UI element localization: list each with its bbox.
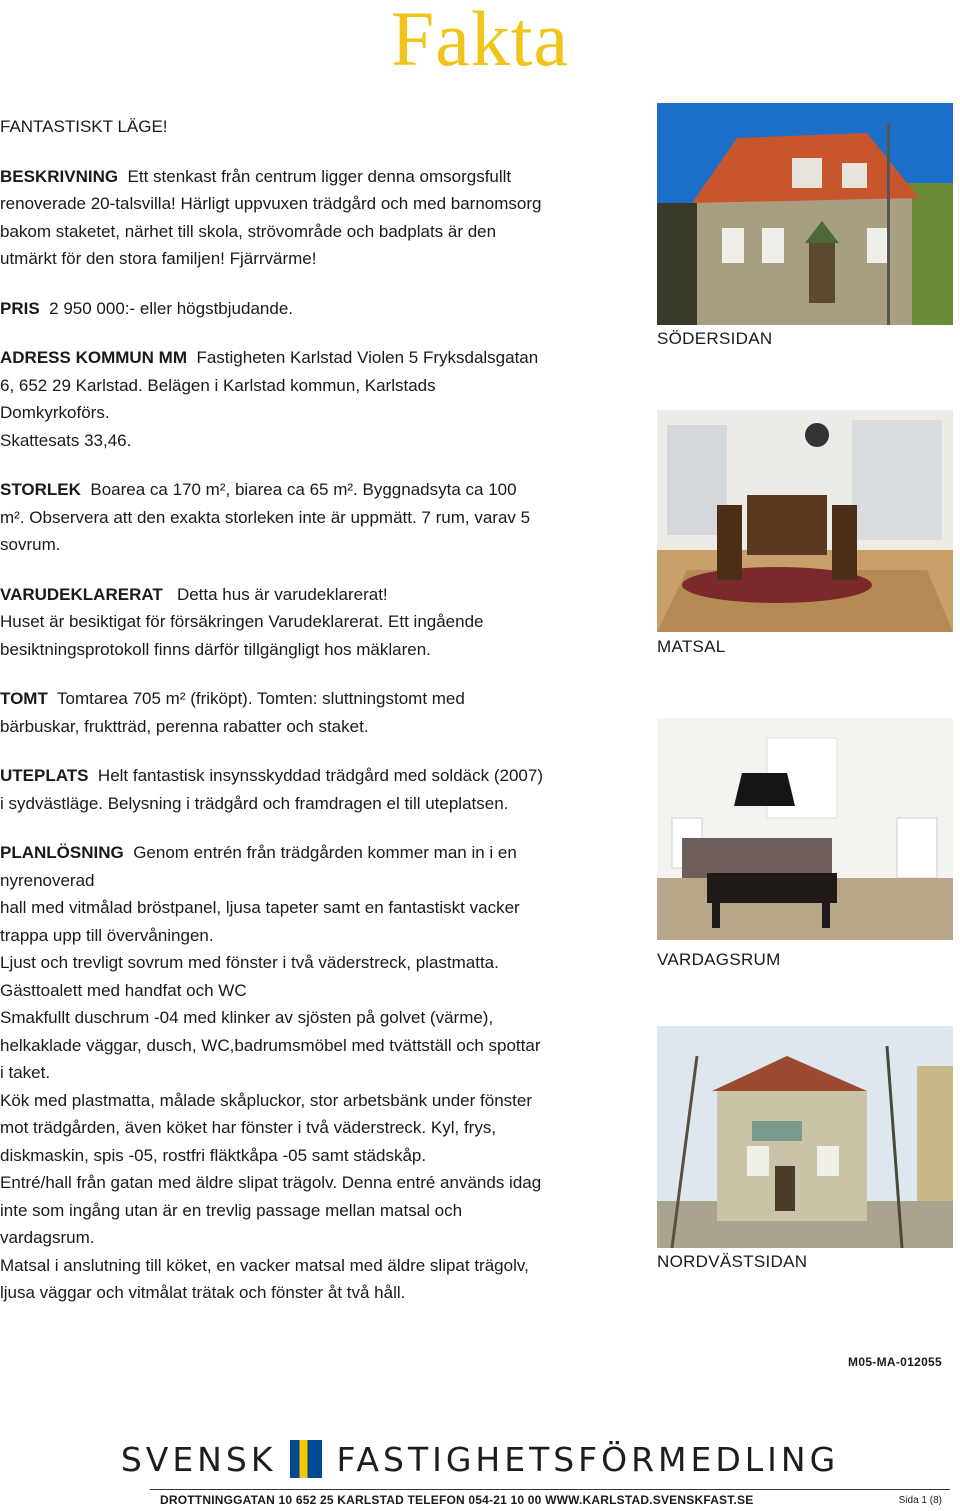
footer-divider [150,1489,950,1490]
planlosning-line: Genom entrén från trädgården kommer man in i en [133,843,517,862]
beskrivning-heading: BESKRIVNING [0,166,119,186]
storlek-heading: STORLEK [0,480,81,499]
planlosning-line: trappa upp till övervåningen. [0,925,214,945]
planlosning-line: diskmaskin, spis -05, rostfri fläktkåpa -05 samt städskåp. [0,1145,427,1165]
section-planlosning [0,839,640,1307]
varudeklarerat-heading: VARUDEKLARERAT [0,584,163,604]
tomt-line: Tomtarea 705 m² (friköpt). Tomten: sluttningstomt med [57,689,465,708]
logo-text-left: SVENSK [120,1439,277,1479]
caption-vardagsrum: VARDAGSRUM [657,950,781,969]
planlosning-line: Ljust och trevligt sovrum med fönster i två väderstreck, plastmatta. [0,953,499,972]
storlek-line: Boarea ca 170 m², biarea ca 65 m². Byggnadsyta ca 100 [90,480,517,499]
planlosning-line: Smakfullt duschrum -04 med klinker av sjösten på golvet (värme), [0,1008,494,1027]
beskrivning-line: Ett stenkast från centrum ligger denna omsorgsfullt [127,166,512,186]
logo-text-right: FASTIGHETSFÖRMEDLING [336,1439,840,1479]
varudeklarerat-line: Huset är besiktigat för försäkringen Varudeklarerat. Ett ingående [0,612,484,631]
varudeklarerat-line: besiktningsprotokoll finns därför tillgängligt hos mäklaren. [0,639,431,659]
adress-line: Domkyrkoförs. [0,403,110,422]
footer-contact: DROTTNINGGATAN 10 652 25 KARLSTAD TELEFON 054-21 10 00 WWW.KARLSTAD.SVENSKFAST.SE [160,1493,754,1507]
uteplats-line: Helt fantastisk insynsskyddad trädgård med soldäck (2007) [97,766,543,785]
planlosning-line: helkaklade väggar, dusch, WC,badrumsmöbel med tvättställ och spottar [0,1035,541,1055]
storlek-line: m². Observera att den exakta storleken inte är uppmätt. 7 rum, varav 5 [0,507,531,527]
photo-sodersidan [657,103,953,325]
planlosning-line: mot trädgården, även köket har fönster i två väderstreck. Kyl, frys, [0,1118,497,1137]
page-number: Sida 1 (8) [898,1495,942,1506]
planlosning-line: vardagsrum. [0,1228,95,1247]
planlosning-heading: PLANLÖSNING [0,843,124,862]
planlosning-line: Entré/hall från gatan med äldre slipat trägolv. Denna entré används idag [0,1173,542,1192]
varudeklarerat-line: Detta hus är varudeklarerat! [176,584,388,604]
pris-text: 2 950 000:- eller högstbjudande. [49,298,293,318]
planlosning-line: Gästtoalett med handfat och WC [0,980,247,1000]
pris-heading: PRIS [0,298,40,318]
uteplats-line: i sydvästläge. Belysning i trädgård och framdragen el till uteplatsen. [0,793,509,813]
uteplats-heading: UTEPLATS [0,766,89,785]
caption-nordvastsidan: NORDVÄSTSIDAN [657,1252,808,1271]
section-storlek [0,476,640,559]
section-tomt [0,685,640,740]
beskrivning-line: bakom staketet, närhet till skola, strövområde och badplats är den [0,221,497,241]
caption-matsal: MATSAL [657,637,726,656]
beskrivning-line: renoverade 20-talsvilla! Härligt uppvuxen trädgård och med barnomsorg [0,194,542,213]
planlosning-line: Kök med plastmatta, målade skåpluckor, stor arbetsbänk under fönster [0,1090,532,1110]
planlosning-line: hall med vitmålad bröstpanel, ljusa tapeter samt en fantastiskt vacker [0,898,520,917]
photo-vardagsrum [657,718,953,940]
page-footer [0,1489,960,1511]
planlosning-line: ljusa väggar och vitmålat trätak och fönster åt två håll. [0,1283,406,1302]
adress-line: Skattesats 33,46. [0,430,132,450]
section-adress [0,344,640,454]
fact-text-column [0,113,640,1329]
photo-nordvastsidan [657,1026,953,1248]
photo-matsal [657,410,953,632]
tomt-line: bärbuskar, fruktträd, perenna rabatter och staket. [0,716,369,736]
planlosning-line: nyrenoverad [0,870,95,890]
planlosning-line: inte som ingång utan är en trevlig passage mellan matsal och [0,1200,463,1220]
brand-logo [100,1436,860,1482]
caption-sodersidan: SÖDERSIDAN [657,329,773,348]
intro-line: FANTASTISKT LÄGE! [0,117,168,136]
adress-heading: ADRESS KOMMUN MM [0,348,187,367]
swedish-flag-icon [290,1440,322,1478]
section-pris [0,295,640,323]
planlosning-line: Matsal i anslutning till köket, en vacker matsal med äldre slipat trägolv, [0,1255,529,1275]
reference-number: M05-MA-012055 [848,1355,942,1369]
adress-line: 6, 652 29 Karlstad. Belägen i Karlstad kommun, Karlstads [0,375,436,395]
adress-line: Fastigheten Karlstad Violen 5 Fryksdalsgatan [196,348,539,367]
planlosning-line: i taket. [0,1063,51,1082]
tomt-heading: TOMT [0,689,48,708]
section-beskrivning [0,163,640,273]
beskrivning-line: utmärkt för den stora familjen! Fjärrvärme! [0,249,317,268]
section-varudeklarerat [0,581,640,664]
storlek-line: sovrum. [0,535,61,554]
section-uteplats [0,762,640,817]
page-title: Fakta [390,0,570,82]
